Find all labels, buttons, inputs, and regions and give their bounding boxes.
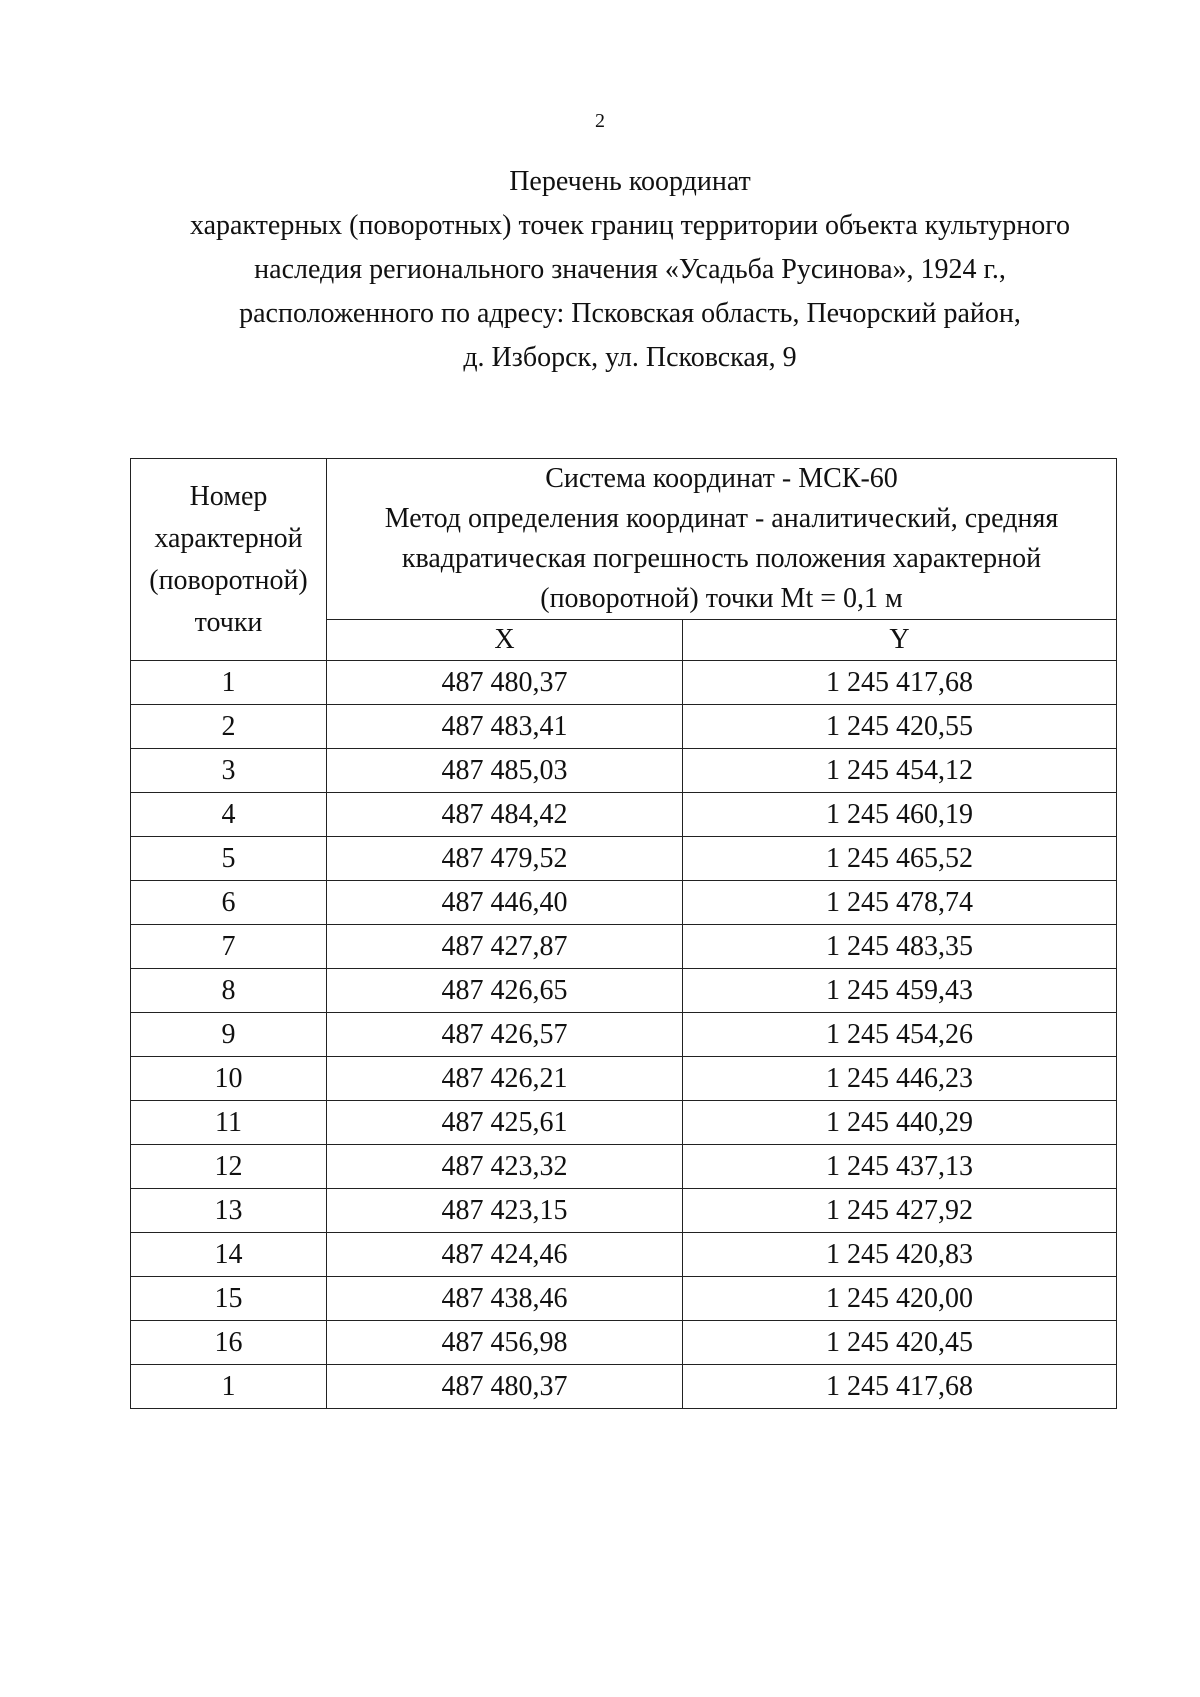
table-row <box>131 1189 1117 1233</box>
title-line: Перечень координат <box>509 166 751 197</box>
y-coordinate-cell: 1 245 446,23 <box>683 1057 1117 1101</box>
point-number-cell: 8 <box>131 969 327 1013</box>
point-number-cell: 1 <box>131 661 327 705</box>
table-row <box>131 1013 1117 1057</box>
header-line: Метод определения координат - аналитический, средняя <box>384 503 1059 534</box>
coordinate-system-header <box>327 459 1117 620</box>
point-number-cell: 4 <box>131 793 327 837</box>
point-number-cell: 3 <box>131 749 327 793</box>
header-line: точки <box>194 606 263 638</box>
y-coordinate-cell: 1 245 437,13 <box>683 1145 1117 1189</box>
y-coordinate-cell: 1 245 465,52 <box>683 837 1117 881</box>
x-coordinate-cell: 487 480,37 <box>327 661 683 705</box>
y-coordinate-cell: 1 245 420,55 <box>683 705 1117 749</box>
x-coordinate-cell: 487 483,41 <box>327 705 683 749</box>
table-row <box>131 1101 1117 1145</box>
y-coordinate-cell: 1 245 454,12 <box>683 749 1117 793</box>
y-coordinate-cell: 1 245 478,74 <box>683 881 1117 925</box>
x-coordinate-cell: 487 426,65 <box>327 969 683 1013</box>
document-title <box>130 160 1130 380</box>
point-number-cell: 12 <box>131 1145 327 1189</box>
table-row <box>131 881 1117 925</box>
point-number-cell: 9 <box>131 1013 327 1057</box>
point-number-cell: 16 <box>131 1321 327 1365</box>
x-coordinate-cell: 487 479,52 <box>327 837 683 881</box>
table-row <box>131 925 1117 969</box>
y-coordinate-cell: 1 245 417,68 <box>683 1365 1117 1409</box>
table-row <box>131 1145 1117 1189</box>
point-number-cell: 5 <box>131 837 327 881</box>
x-coordinate-cell: 487 426,57 <box>327 1013 683 1057</box>
x-coordinate-cell: 487 446,40 <box>327 881 683 925</box>
title-line: расположенного по адресу: Псковская область, Печорский район, <box>239 298 1021 329</box>
x-coordinate-cell: 487 456,98 <box>327 1321 683 1365</box>
header-line: Номер <box>189 480 268 512</box>
x-coordinate-cell: 487 438,46 <box>327 1277 683 1321</box>
point-number-cell: 7 <box>131 925 327 969</box>
x-coordinate-cell: 487 425,61 <box>327 1101 683 1145</box>
title-line: наследия регионального значения «Усадьба Русинова», 1924 г., <box>254 254 1006 285</box>
table-row <box>131 1057 1117 1101</box>
x-coordinate-cell: 487 484,42 <box>327 793 683 837</box>
header-line: (поворотной) <box>149 564 308 596</box>
point-number-header <box>131 459 327 661</box>
table-row <box>131 661 1117 705</box>
y-coordinate-cell: 1 245 427,92 <box>683 1189 1117 1233</box>
y-coordinate-cell: 1 245 483,35 <box>683 925 1117 969</box>
y-column-header: Y <box>683 620 1117 661</box>
x-coordinate-cell: 487 485,03 <box>327 749 683 793</box>
point-number-cell: 1 <box>131 1365 327 1409</box>
point-number-cell: 13 <box>131 1189 327 1233</box>
page-number: 2 <box>595 110 605 132</box>
table-row <box>131 1321 1117 1365</box>
table-row <box>131 837 1117 881</box>
y-coordinate-cell: 1 245 454,26 <box>683 1013 1117 1057</box>
y-coordinate-cell: 1 245 417,68 <box>683 661 1117 705</box>
table-row <box>131 705 1117 749</box>
table-row <box>131 969 1117 1013</box>
point-number-cell: 11 <box>131 1101 327 1145</box>
header-line: характерной <box>154 522 303 554</box>
table-row <box>131 1233 1117 1277</box>
point-number-cell: 15 <box>131 1277 327 1321</box>
point-number-cell: 2 <box>131 705 327 749</box>
y-coordinate-cell: 1 245 440,29 <box>683 1101 1117 1145</box>
header-line: квадратическая погрешность положения характерной <box>401 543 1042 574</box>
x-coordinate-cell: 487 424,46 <box>327 1233 683 1277</box>
x-coordinate-cell: 487 423,32 <box>327 1145 683 1189</box>
y-coordinate-cell: 1 245 420,00 <box>683 1277 1117 1321</box>
title-line: характерных (поворотных) точек границ территории объекта культурного <box>189 210 1071 241</box>
table-row <box>131 793 1117 837</box>
table-row <box>131 1365 1117 1409</box>
table-row <box>131 749 1117 793</box>
x-coordinate-cell: 487 426,21 <box>327 1057 683 1101</box>
x-column-header: X <box>327 620 683 661</box>
x-coordinate-cell: 487 423,15 <box>327 1189 683 1233</box>
point-number-cell: 10 <box>131 1057 327 1101</box>
table-body <box>131 661 1117 1409</box>
y-coordinate-cell: 1 245 420,83 <box>683 1233 1117 1277</box>
y-coordinate-cell: 1 245 420,45 <box>683 1321 1117 1365</box>
y-coordinate-cell: 1 245 460,19 <box>683 793 1117 837</box>
y-coordinate-cell: 1 245 459,43 <box>683 969 1117 1013</box>
table-row <box>131 1277 1117 1321</box>
point-number-cell: 14 <box>131 1233 327 1277</box>
x-coordinate-cell: 487 480,37 <box>327 1365 683 1409</box>
coordinates-table <box>130 458 1117 1409</box>
header-line: (поворотной) точки Mt = 0,1 м <box>540 583 903 614</box>
header-line: Система координат - МСК-60 <box>545 463 898 494</box>
point-number-cell: 6 <box>131 881 327 925</box>
title-line: д. Изборск, ул. Псковская, 9 <box>463 342 797 373</box>
x-coordinate-cell: 487 427,87 <box>327 925 683 969</box>
